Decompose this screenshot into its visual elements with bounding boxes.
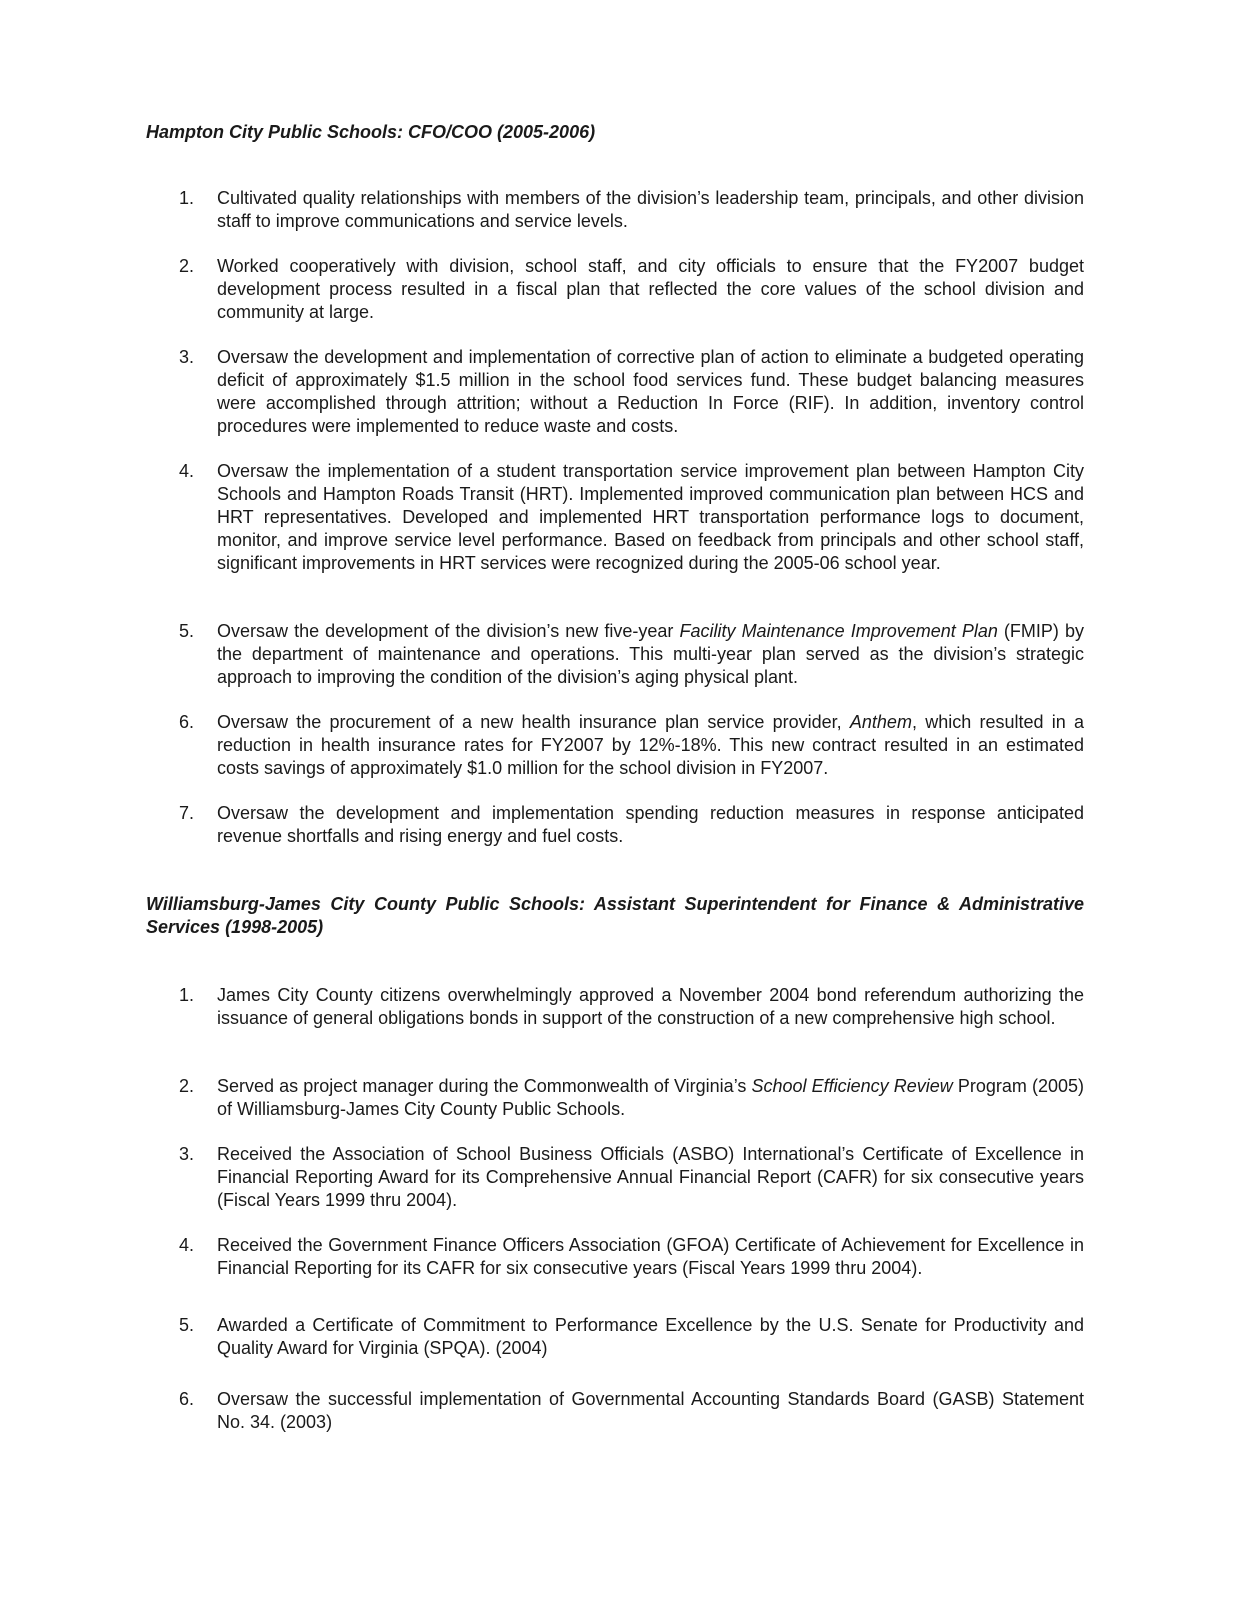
list-item [146, 984, 1084, 1030]
list-item-text: Oversaw the development of the division’s new five-year Facility Maintenance Improvement Plan (FMIP) by the department of maintenance and operations. This multi-year plan served as the division’s strategic approach to improving the condition of the division’s aging physical plant. [217, 621, 1085, 687]
list-item [146, 460, 1084, 575]
list-item [146, 711, 1084, 780]
list-item-number: 1. [179, 985, 195, 1005]
list-item-text: Oversaw the implementation of a student transportation service improvement plan between Hampton City Schools and Hampton Roads Transit (HRT). Implemented improved communication plan between HCS and HRT representatives. Developed and implemented HRT transportation performance logs to document, monitor, and improve service level performance. Based on feedback from principals and other school staff, significant improvements in HRT services were recognized during the 2005-06 school year. [217, 461, 1084, 573]
list-item-text: Awarded a Certificate of Commitment to Performance Excellence by the U.S. Senate for Productivity and Quality Award for Virginia (SPQA). (2004) [217, 1315, 1084, 1358]
list-item [146, 346, 1084, 438]
list-item-text: Oversaw the development and implementation spending reduction measures in response anticipated revenue shortfalls and rising energy and fuel costs. [217, 803, 1084, 846]
list-item-text: Oversaw the successful implementation of Governmental Accounting Standards Board (GASB) Statement No. 34. (2003) [217, 1389, 1084, 1432]
list-item-number: 3. [179, 347, 195, 367]
list-item-number: 2. [179, 256, 195, 276]
list-item-text: Cultivated quality relationships with members of the division’s leadership team, principals, and other division staff to improve communications and service levels. [217, 188, 1084, 231]
list-item [146, 1143, 1084, 1212]
list-item-text: Received the Government Finance Officers Association (GFOA) Certificate of Achievement for Excellence in Financial Reporting for its CAFR for six consecutive years (Fiscal Years 1999 thru 2004). [217, 1235, 1084, 1278]
list-item-text: Oversaw the development and implementation of corrective plan of action to eliminate a budgeted operating deficit of approximately $1.5 million in the school food services fund. These budget balancing measures were accomplished through attrition; without a Reduction In Force (RIF). In addition, inventory control procedures were implemented to reduce waste and costs. [217, 347, 1084, 436]
list-item-number: 6. [179, 712, 195, 732]
list-item-text: Received the Association of School Business Officials (ASBO) International’s Certificate of Excellence in Financial Reporting Award for its Comprehensive Annual Financial Report (CAFR) for six consecutive years (Fiscal Years 1999 thru 2004). [217, 1144, 1084, 1210]
list-item [146, 802, 1084, 848]
list-item-number: 6. [179, 1389, 195, 1409]
list-item-number: 4. [179, 1235, 195, 1255]
list-item [146, 1075, 1084, 1121]
list-item-number: 2. [179, 1076, 195, 1096]
list-item-number: 5. [179, 621, 195, 641]
list-item-text: James City County citizens overwhelmingly approved a November 2004 bond referendum authorizing the issuance of general obligations bonds in support of the construction of a new comprehensive high school. [217, 985, 1084, 1028]
list-item [146, 620, 1084, 689]
list-item-text: Served as project manager during the Commonwealth of Virginia’s School Efficiency Review Program (2005) of Williamsburg-James City County Public Schools. [217, 1076, 1084, 1119]
list-item-number: 4. [179, 461, 195, 481]
list-item-number: 7. [179, 803, 195, 823]
list-item [146, 255, 1084, 324]
list-item-text: Oversaw the procurement of a new health insurance plan service provider, Anthem, which resulted in a reduction in health insurance rates for FY2007 by 12%-18%. This new contract resulted in an estimated costs savings of approximately $1.0 million for the school division in FY2007. [217, 712, 1084, 778]
list-item-number: 5. [179, 1315, 195, 1335]
list-item [146, 1314, 1084, 1360]
list-item [146, 1234, 1084, 1280]
section-heading-hampton: Hampton City Public Schools: CFO/COO (2005-2006) [146, 122, 596, 142]
list-item [146, 1388, 1084, 1434]
list-item-number: 3. [179, 1144, 195, 1164]
list-item [146, 187, 1084, 233]
list-item-text: Worked cooperatively with division, school staff, and city officials to ensure that the FY2007 budget development process resulted in a fiscal plan that reflected the core values of the school division and community at large. [217, 256, 1084, 322]
list-item-number: 1. [179, 188, 195, 208]
section-heading-williamsburg: Williamsburg-James City County Public Schools: Assistant Superintendent for Finance & Administrative Services (1998-2005) [146, 894, 1084, 937]
